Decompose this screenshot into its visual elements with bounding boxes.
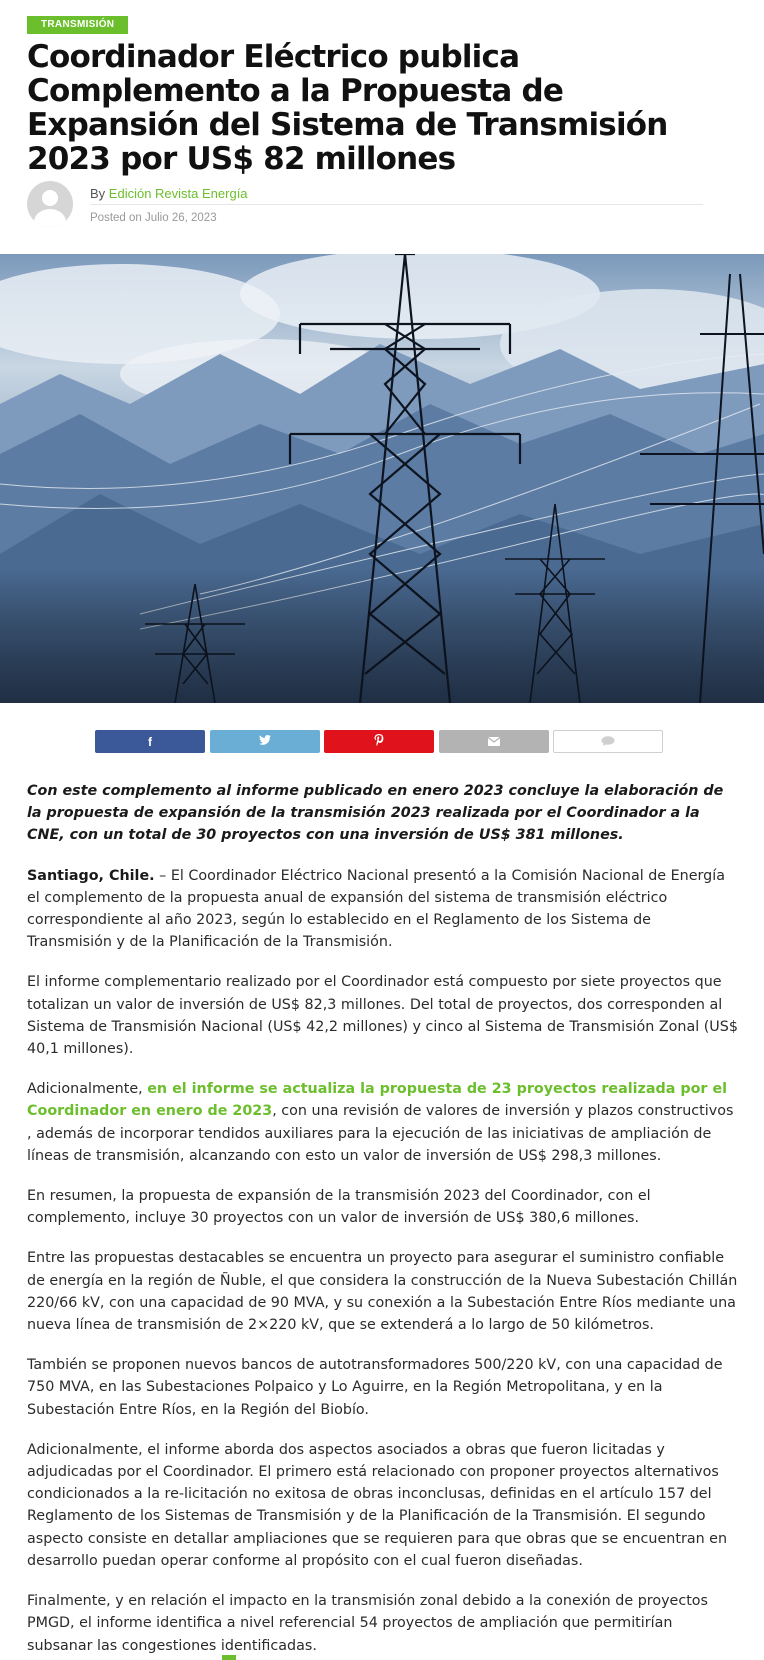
share-buttons (95, 730, 665, 753)
article-paragraph: Entre las propuestas destacables se encuentra un proyecto para asegurar el suministro confiable de energía en la región de Ñuble, el que considera la construcción de la Nueva Subestación Chillán 220/66 kV, con una capacidad de 90 MVA, y su conexión a la Subestación Entre Ríos mediante una nueva línea de transmisión de 2×220 kV, que se extenderá a lo largo de 50 kilómetros. (27, 1250, 738, 1334)
author-link[interactable]: Edición Revista Energía (108, 186, 248, 201)
author-meta (27, 181, 703, 227)
posted-date: Posted on Julio 26, 2023 (90, 212, 217, 224)
facebook-icon: f (148, 734, 152, 749)
accent-mark (222, 1655, 236, 1660)
comment-button[interactable] (553, 730, 663, 753)
paragraph-text: – El Coordinador Eléctrico Nacional presentó a la Comisión Nacional de Energía el complemento de la propuesta anual de expansión del sistema de transmisión eléctrico correspondiente al año 2023, según lo establecido en el Reglamento de los Sistema de Transmisión y de la Planificación de la Transmisión. (27, 867, 725, 951)
article-paragraph: También se proponen nuevos bancos de autotransformadores 500/220 kV, con una capacidad de 750 MVA, en las Subestaciones Polpaico y Lo Aguirre, en la Región Metropolitana, y en la Subestación Entre Ríos, en la Región del Biobío. (27, 1357, 723, 1418)
email-icon (488, 735, 500, 749)
comment-icon (601, 735, 615, 749)
paragraph-text: Adicionalmente, (27, 1081, 148, 1098)
article-paragraph: Adicionalmente, el informe aborda dos aspectos asociados a obras que fueron licitadas y adjudicadas por el Coordinador. El primero está relacionado con proponer proyectos alternativos condicionados a la re-licitación no exitosa de obras inconclusas, definidas en el artículo 157 del Reglamento de los Sistemas de Transmisión y de la Planificación de la Transmisión. El segundo aspecto consiste en detallar ampliaciones que se requieren para que obras que se encuentran en desarrollo puedan operar conforme al propósito con el cual fueron diseñadas. (27, 1441, 728, 1569)
article-paragraph: En resumen, la propuesta de expansión de la transmisión 2023 del Coordinador, con el complemento, incluye 30 proyectos con un valor de inversión de US$ 380,6 millones. (27, 1188, 651, 1227)
hero-image (0, 254, 764, 703)
share-facebook-button[interactable] (95, 730, 205, 753)
paragraph-text: , con una revisión de valores de inversión y plazos constructivos , además de incorporar tendidos auxiliares para la ejecución de las iniciativas de ampliación de líneas de transmisión, alcanzando con esto un valor de inversión de US$ 298,3 millones. (27, 1103, 734, 1164)
article-paragraph: El informe complementario realizado por el Coordinador está compuesto por siete proyectos que totalizan un valor de inversión de US$ 82,3 millones. Del total de proyectos, dos corresponden al Sistema de Transmisión Nacional (US$ 42,2 millones) y cinco al Sistema de Transmisión Zonal (US$ 40,1 millones). (27, 974, 738, 1058)
share-pinterest-button[interactable] (324, 730, 434, 753)
twitter-icon (259, 735, 271, 748)
dateline: Santiago, Chile. (27, 867, 155, 884)
divider (90, 204, 703, 205)
article-paragraph (27, 865, 739, 954)
article-title: Coordinador Eléctrico publica Complemento a la Propuesta de Expansión del Sistema de Transmisión 2023 por US$ 82 millones (27, 39, 668, 177)
by-label: By (90, 186, 106, 201)
transmission-towers-illustration (0, 254, 764, 703)
highlight-link[interactable]: en el informe se actualiza la propuesta de 23 proyectos realizada por el Coordinador en enero de 2023 (27, 1081, 728, 1120)
pinterest-icon (374, 734, 384, 749)
byline (90, 186, 248, 201)
article-paragraph: Finalmente, y en relación el impacto en la transmisión zonal debido a la conexión de proyectos PMGD, el informe identifica a nivel referencial 54 proyectos de ampliación que permitirían subsanar las congestiones identificadas. (27, 1593, 709, 1654)
article-lead: Con este complemento al informe publicado en enero 2023 concluye la elaboración de la propuesta de expansión de la transmisión 2023 realizada por el Coordinador a la CNE, con un total de 30 proyectos con una inversión de US$ 381 millones. (27, 783, 724, 844)
category-badge[interactable]: TRANSMISIÓN (27, 16, 128, 34)
share-email-button[interactable] (439, 730, 549, 753)
article-paragraph (27, 1078, 739, 1167)
share-twitter-button[interactable] (210, 730, 320, 753)
author-avatar[interactable] (27, 181, 73, 227)
article-body (27, 780, 739, 1660)
